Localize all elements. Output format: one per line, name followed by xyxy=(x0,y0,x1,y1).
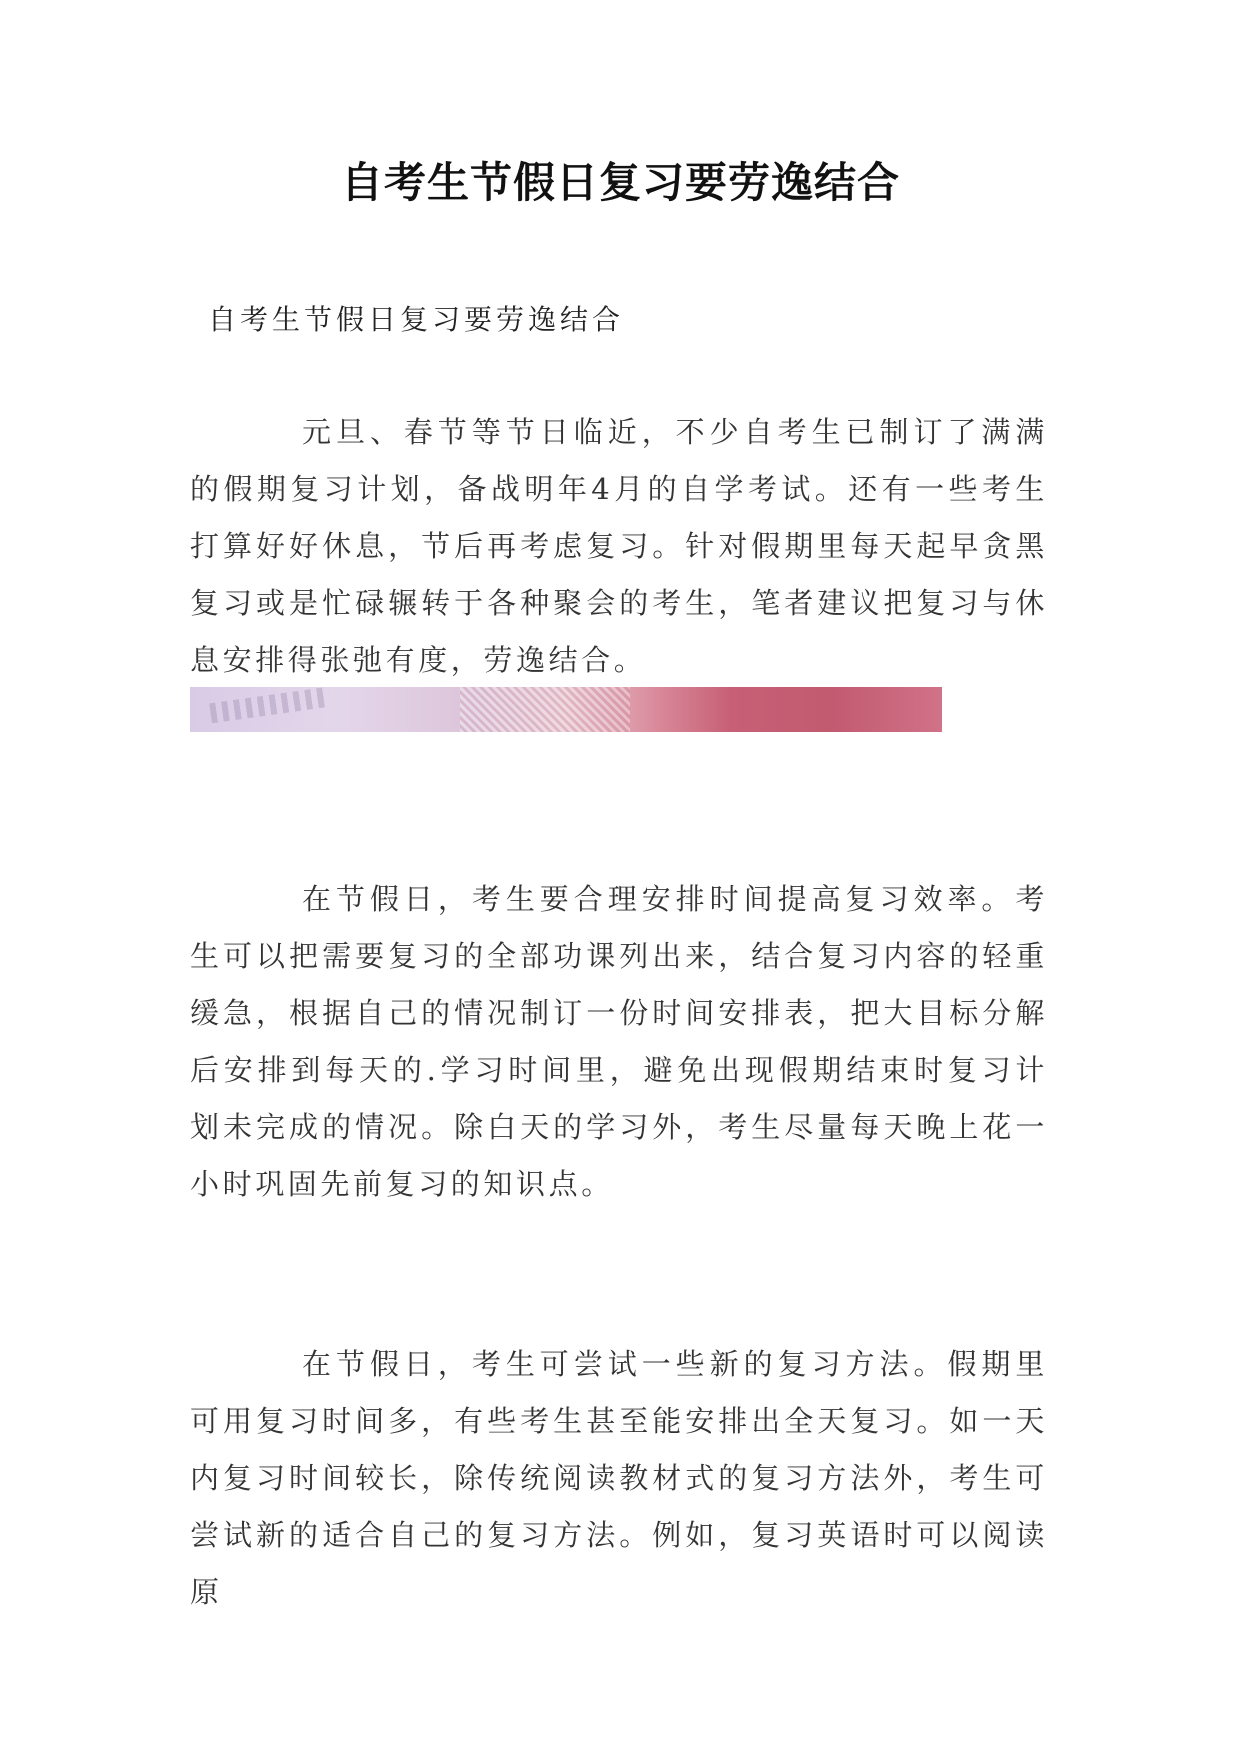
paragraph-3: 在节假日，考生可尝试一些新的复习方法。假期里可用复习时间多，有些考生甚至能安排出全天复习。如一天内复习时间较长，除传统阅读教材式的复习方法外，考生可尝试新的适合自己的复习方法。例如，复习英语时可以阅读原 xyxy=(190,1347,1048,1609)
photo-text-texture xyxy=(209,687,331,723)
document-subtitle: 自考生节假日复习要劳逸结合 xyxy=(208,303,625,336)
document-title: 自考生节假日复习要劳逸结合 xyxy=(340,158,900,207)
decorative-photo xyxy=(190,687,942,732)
paragraph-2: 在节假日，考生要合理安排时间提高复习效率。考生可以把需要复习的全部功课列出来，结合复习内容的轻重缓急，根据自己的情况制订一份时间安排表，把大目标分解后安排到每天的.学习时间里，避免出现假期结束时复习计划未完成的情况。除白天的学习外，考生尽量每天晚上花一小时巩固先前复习的知识点。 xyxy=(190,882,1048,1201)
paragraph-1: 元旦、春节等节日临近，不少自考生已制订了满满的假期复习计划，备战明年4月的自学考试。还有一些考生打算好好休息，节后再考虑复习。针对假期里每天起早贪黑复习或是忙碌辗转于各种聚会的考生，笔者建议把复习与休息安排得张弛有度，劳逸结合。 xyxy=(190,415,1048,677)
photo-lace-texture xyxy=(460,687,630,732)
